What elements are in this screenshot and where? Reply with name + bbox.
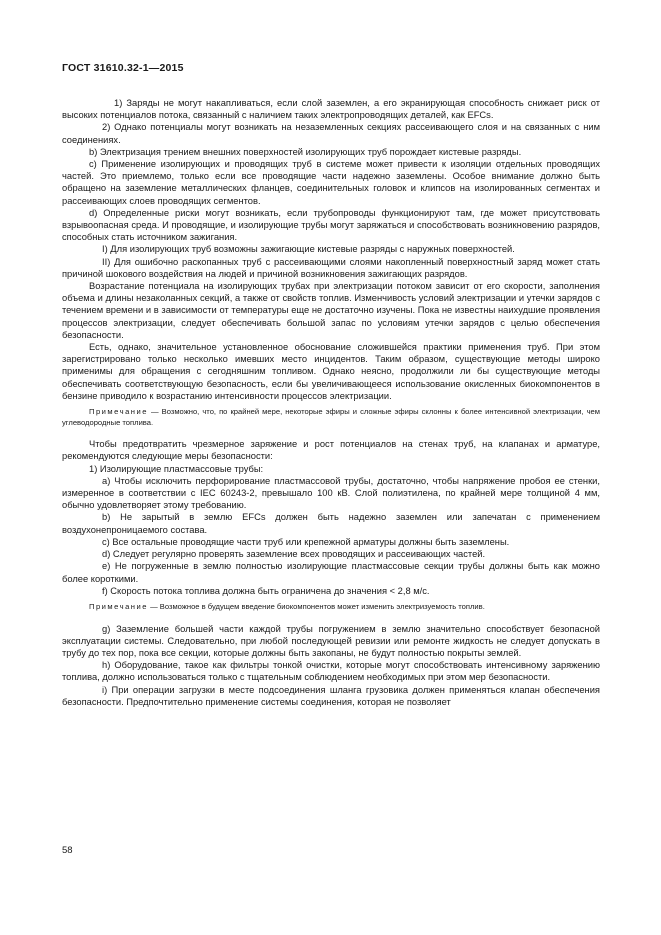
paragraph: d) Следует регулярно проверять заземление всех проводящих и рассеивающих частей. [102,549,486,560]
paragraph: 2) Однако потенциалы могут возникать на незаземленных секциях рассеивающего слоя и на связанных с ним соединениях. [62,122,600,145]
paragraph: f) Скорость потока топлива должна быть ограничена до значения < 2,8 м/с. [102,585,430,596]
paragraph: i) При операции загрузки в месте подсоединения шланга грузовика должен применяться клапан обеспечения безопасности. Предпочтительно применение системы соединения, которая не позволяет [62,684,600,707]
paragraph: b) Не зарытый в землю EFCs должен быть надежно заземлен или запечатан с применением воздухонепроницаемого состава. [62,512,600,535]
paragraph: II) Для ошибочно раскопанных труб с рассеивающими слоями накопленный поверхностный заряд может стать причиной шокового воздействия на людей и причиной возникновения зажигающих разрядов. [62,256,600,279]
paragraph: h) Оборудование, такое как фильтры тонкой очистки, которые могут способствовать интенсивному заряжению топлива, должно использоваться только с тщательным соблюдением необходимых при этом мер безопасности. [62,660,600,683]
note [62,407,600,428]
note-text: — Возможно, что, по крайней мере, некоторые эфиры и сложные эфиры склонны к более интенсивной электризации, чем углеводородные топлива. [62,407,600,427]
paragraph: Чтобы предотвратить чрезмерное заряжение и рост потенциалов на стенах труб, на клапанах и арматуре, рекомендуются следующие меры безопасности: [62,439,600,462]
paragraph: b) Электризация трением внешних поверхностей изолирующих труб порождает кистевые разряды. [89,146,522,157]
document-body [62,97,600,708]
note [62,602,600,613]
paragraph: g) Заземление большей части каждой трубы погружением в землю значительно способствует безопасной эксплуатации системы. Следовательно, при любой последующей ревизии или ремонте жидкость не следует допускать в трубу до тех пор, пока все секции, которые должны быть закопаны, не будут полностью покрыты землей. [62,623,600,658]
document-header: ГОСТ 31610.32-1—2015 [62,62,184,74]
paragraph: d) Определенные риски могут возникать, если трубопроводы функционируют там, где может присутствовать взрывоопасная среда. И проводящие, и изолирующие трубы могут заряжаться и способствовать возникновению разрядов, способных стать источником зажигания. [62,207,600,243]
paragraph: I) Для изолирующих труб возможны зажигающие кистевые разряды с наружных поверхностей. [102,244,515,255]
note-text: — Возможное в будущем введение биокомпонентов может изменить электризуемость топлив. [147,601,485,611]
document-page [62,62,600,708]
paragraph: Есть, однако, значительное установленное обоснование сложившейся практики применения труб. При этом зарегистрировано только несколько имевших место инцидентов. Таким образом, существующие методы широко применимы для обращения с сегодняшним топливом. Однако неясно, продолжили ли бы существующие методы обеспечивать соответствующую безопасность, если бы увеличивающееся использование окисленных биокомпонентов в бензине приводило к возрастанию интенсивности процессов электризации. [62,342,600,401]
note-label: Примечание [89,601,148,611]
paragraph: c) Применение изолирующих и проводящих труб в системе может привести к изоляции отдельных проводящих частей. Это приемлемо, только если все проводящие части надежно заземлены. Особое внимание должно быть обращено на заземление металлических фланцев, соединительных головок и клипсов на изолированных сегментах и рассеивающих слоев проводящих сегментов. [62,159,600,206]
paragraph: e) Не погруженные в землю полностью изолирующие пластмассовые секции трубы должны быть как можно более короткими. [62,561,600,584]
paragraph: 1) Заряды не могут накапливаться, если слой заземлен, а его экранирующая способность снижает риск от высоких потенциалов потока, связанный с наличием таких электропроводящих деталей, как EFCs. [62,98,600,121]
paragraph: Возрастание потенциала на изолирующих трубах при электризации потоком зависит от его скорости, заполнения объема и длины незаколанных секций, а также от свойств топлив. Изменчивость условий электризации и утечки зарядов с течением времени и в зависимости от температуры еще не достаточно изучены. Пока не известны наихудшие проявления процессов электризации, следует обеспечивать большой запас по условиям утечки зарядов с целью обеспечения безопасности. [62,281,600,340]
page-number: 58 [62,845,73,856]
paragraph: c) Все остальные проводящие части труб или крепежной арматуры должны быть заземлены. [102,536,510,547]
paragraph: a) Чтобы исключить перфорирование пластмассовой трубы, достаточно, чтобы напряжение пробоя ее стенки, измеренное в соответствии с IEC 60243-2, превышало 100 кВ. Слой полиэтилена, по крайней мере толщиной 4 мм, обычно удовлетворяет этому требованию. [62,475,600,511]
paragraph: 1) Изолирующие пластмассовые трубы: [89,463,264,474]
note-label: Примечание [89,407,148,417]
